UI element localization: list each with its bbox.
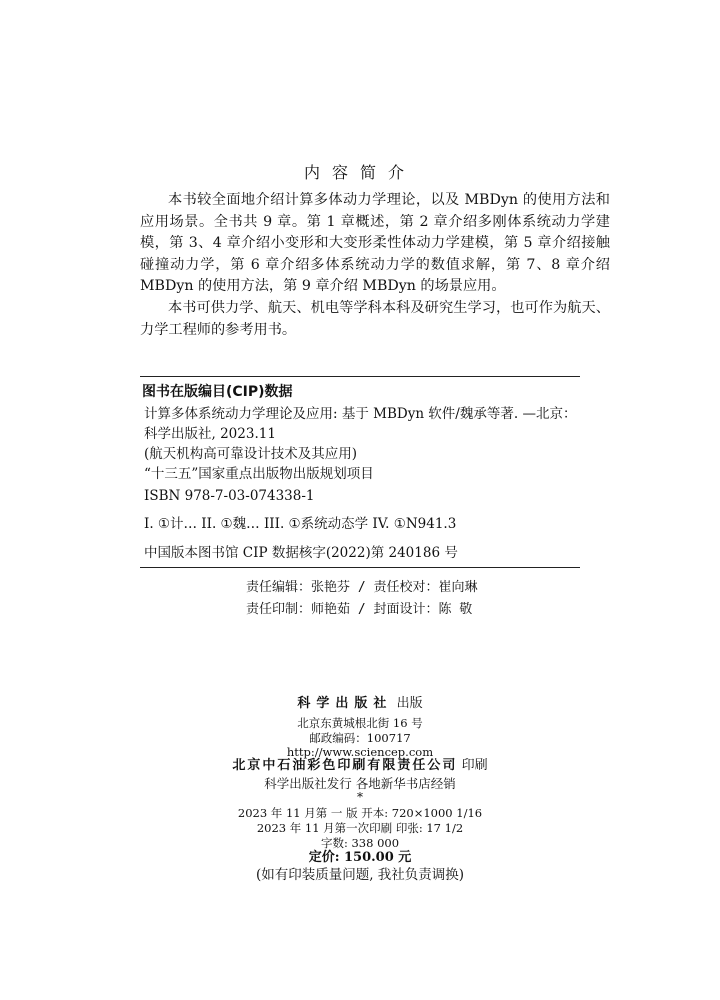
word-count: 字数: 338 000 bbox=[320, 836, 400, 850]
edition-line: 2023 年 11 月第 一 版 开本: 720×1000 1/16 bbox=[237, 806, 483, 820]
cip-line-series: (航天机构高可靠设计技术及其应用) bbox=[144, 446, 358, 462]
publisher-line bbox=[0, 696, 720, 711]
cip-line-title-author: 计算多体系统动力学理论及应用: 基于 MBDyn 软件/魏承等著. —北京：科学出版社, 2023.11 bbox=[144, 406, 577, 442]
printing-line: 2023 年 11 月第一次印刷 印张: 17 1/2 bbox=[256, 821, 464, 835]
summary-paragraph-2: 本书可供力学、航天、机电等学科本科及研究生学习，也可作为航天、力学工程师的参考用书。 bbox=[140, 300, 610, 338]
price: 定价: 150.00 元 bbox=[308, 850, 412, 865]
printer-suffix: 印刷 bbox=[457, 758, 488, 773]
cip-line-record-number: 中国版本图书馆 CIP 数据核字(2022)第 240186 号 bbox=[144, 545, 458, 561]
publisher-website: http://www.sciencep.com bbox=[286, 745, 434, 759]
summary-paragraph-1: 本书较全面地介绍计算多体动力学理论，以及 MBDyn 的使用方法和应用场景。全书共 9 章。第 1 章概述，第 2 章介绍多刚体系统动力学建模，第 3、4 章介绍小变形和大变形柔性体动力学建模，第 5 章介绍接触碰撞动力学，第 6 章介绍多体系统动力学的数值求解，第 7、8 章介绍 MBDyn 的使用方法，第 9 章介绍 MBDyn 的场景应用。 bbox=[140, 192, 610, 294]
cip-bottom-rule bbox=[140, 567, 580, 568]
distribution-line: 科学出版社发行 各地新华书店经销 bbox=[264, 776, 456, 791]
publisher-address: 北京东黄城根北街 16 号 bbox=[297, 716, 423, 730]
separator-star: * bbox=[357, 790, 363, 804]
cip-line-project: “十三五”国家重点出版物出版规划项目 bbox=[144, 466, 374, 482]
quality-notice: (如有印装质量问题, 我社负责调换) bbox=[255, 867, 465, 883]
cip-title: 图书在版编目(CIP)数据 bbox=[142, 384, 293, 400]
summary-title: 内容简介 bbox=[303, 163, 416, 182]
staff-editors: 责任编辑：张艳芬 / 责任校对：崔向琳 bbox=[246, 580, 478, 595]
publisher-suffix: 出版 bbox=[392, 696, 423, 711]
printer-name: 北京中石油彩色印刷有限责任公司 bbox=[232, 758, 458, 773]
publisher-postcode: 邮政编码：100717 bbox=[309, 731, 411, 745]
cip-line-classification: I. ①计… II. ①魏… III. ①系统动态学 IV. ①N941.3 bbox=[144, 516, 457, 532]
staff-production: 责任印制：师艳茹 / 封面设计：陈 敬 bbox=[246, 602, 473, 617]
publisher-name: 科学出版社 bbox=[297, 696, 393, 711]
cip-line-isbn: ISBN 978-7-03-074338-1 bbox=[144, 488, 315, 504]
printer-line bbox=[0, 758, 720, 773]
cip-top-rule bbox=[140, 376, 580, 377]
